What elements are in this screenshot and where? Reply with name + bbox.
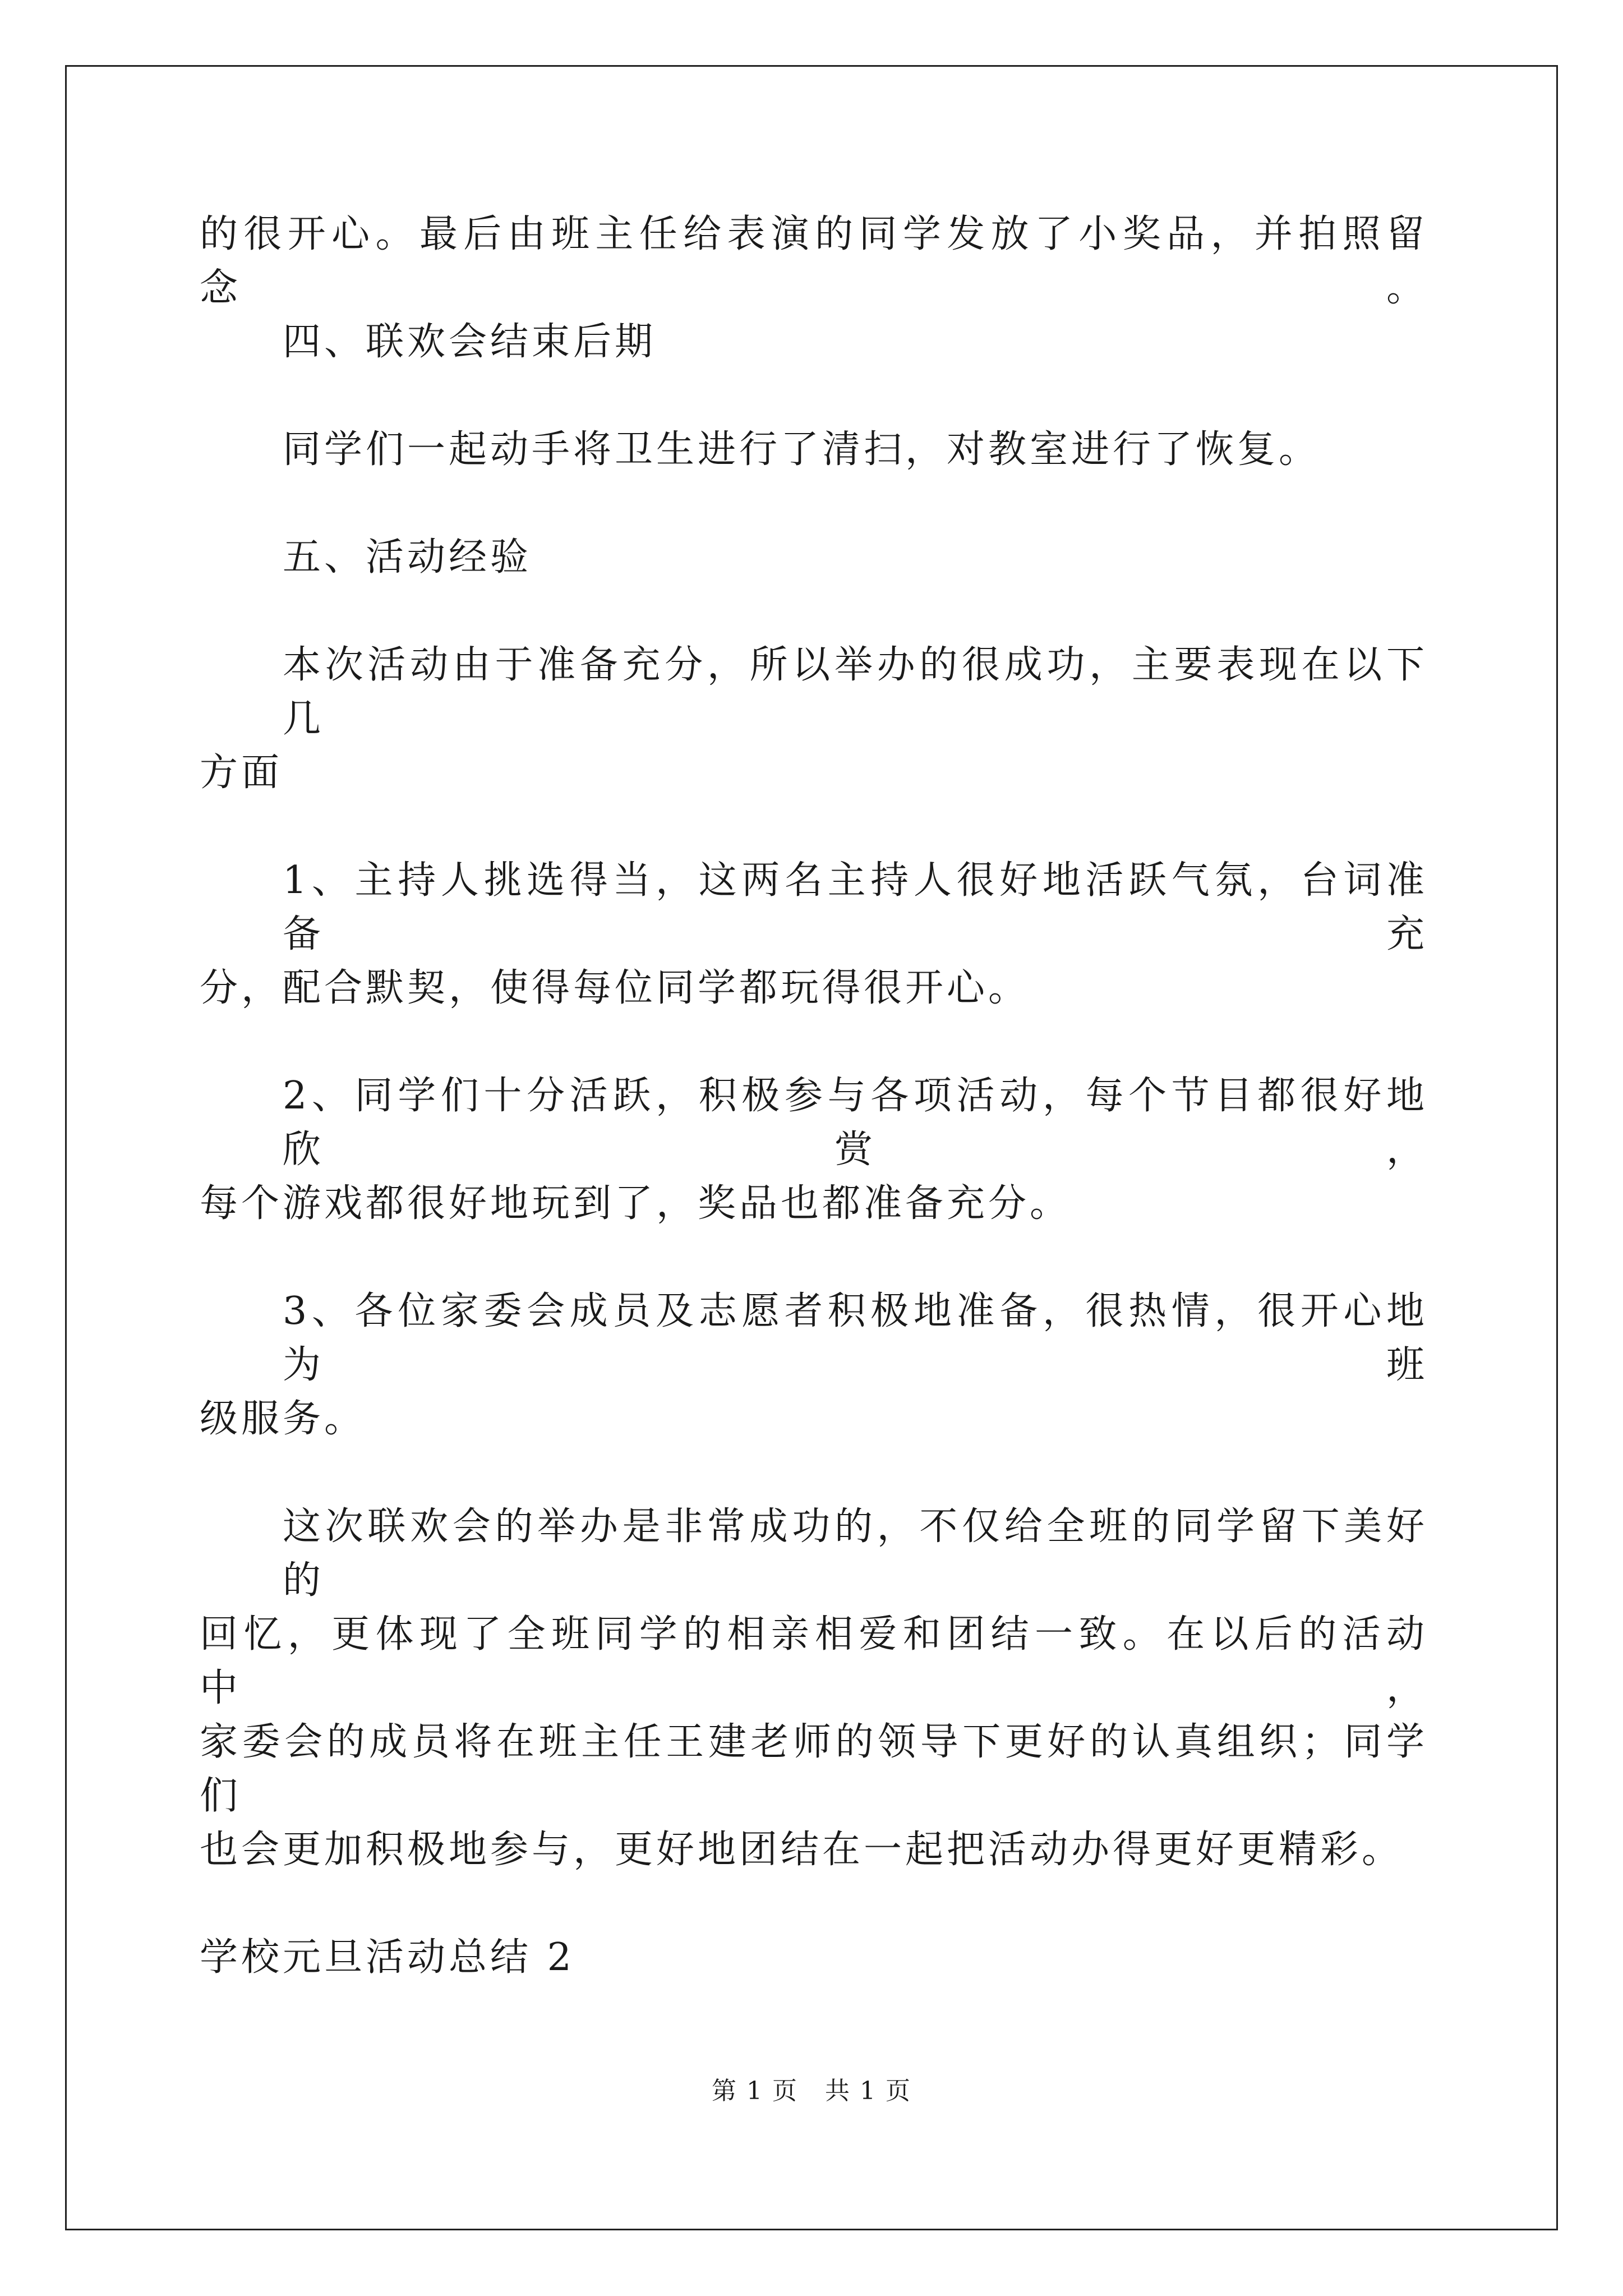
text-line: 3、各位家委会成员及志愿者积极地准备，很热情，很开心地为班 bbox=[283, 1289, 1428, 1387]
text-line: 级服务。 bbox=[200, 1397, 366, 1441]
text-line: 也会更加积极地参与，更好地团结在一起把活动办得更好更精彩。 bbox=[200, 1828, 1404, 1872]
text-line: 这次联欢会的举办是非常成功的，不仅给全班的同学留下美好的 bbox=[283, 1504, 1428, 1603]
text-line: 2、同学们十分活跃，积极参与各项活动，每个节目都很好地欣赏， bbox=[283, 1074, 1428, 1172]
text-line: 分，配合默契，使得每位同学都玩得很开心。 bbox=[200, 966, 1030, 1010]
document-body bbox=[200, 208, 1428, 2039]
document-subtitle: 学校元旦活动总结 2 bbox=[200, 1935, 575, 1980]
text-line: 方面 bbox=[200, 751, 283, 795]
page-number: 第 1 页 bbox=[712, 2077, 798, 2105]
text-line: 每个游戏都很好地玩到了，奖品也都准备充分。 bbox=[200, 1181, 1072, 1226]
section-heading: 五、活动经验 bbox=[283, 535, 532, 579]
page-footer bbox=[0, 2076, 1623, 2107]
text-line: 回忆，更体现了全班同学的相亲相爱和团结一致。在以后的活动中， bbox=[200, 1612, 1428, 1710]
text-line: 同学们一起动手将卫生进行了清扫，对教室进行了恢复。 bbox=[283, 427, 1321, 472]
text-line: 家委会的成员将在班主任王建老师的领导下更好的认真组织；同学们 bbox=[200, 1720, 1428, 1818]
page-total: 共 1 页 bbox=[825, 2077, 911, 2105]
text-line: 的很开心。最后由班主任给表演的同学发放了小奖品，并拍照留念。 bbox=[200, 212, 1428, 310]
text-line: 1、主持人挑选得当，这两名主持人很好地活跃气氛，台词准备充 bbox=[283, 858, 1428, 956]
section-heading: 四、联欢会结束后期 bbox=[283, 320, 657, 364]
text-line: 本次活动由于准备充分，所以举办的很成功，主要表现在以下几 bbox=[283, 643, 1428, 741]
